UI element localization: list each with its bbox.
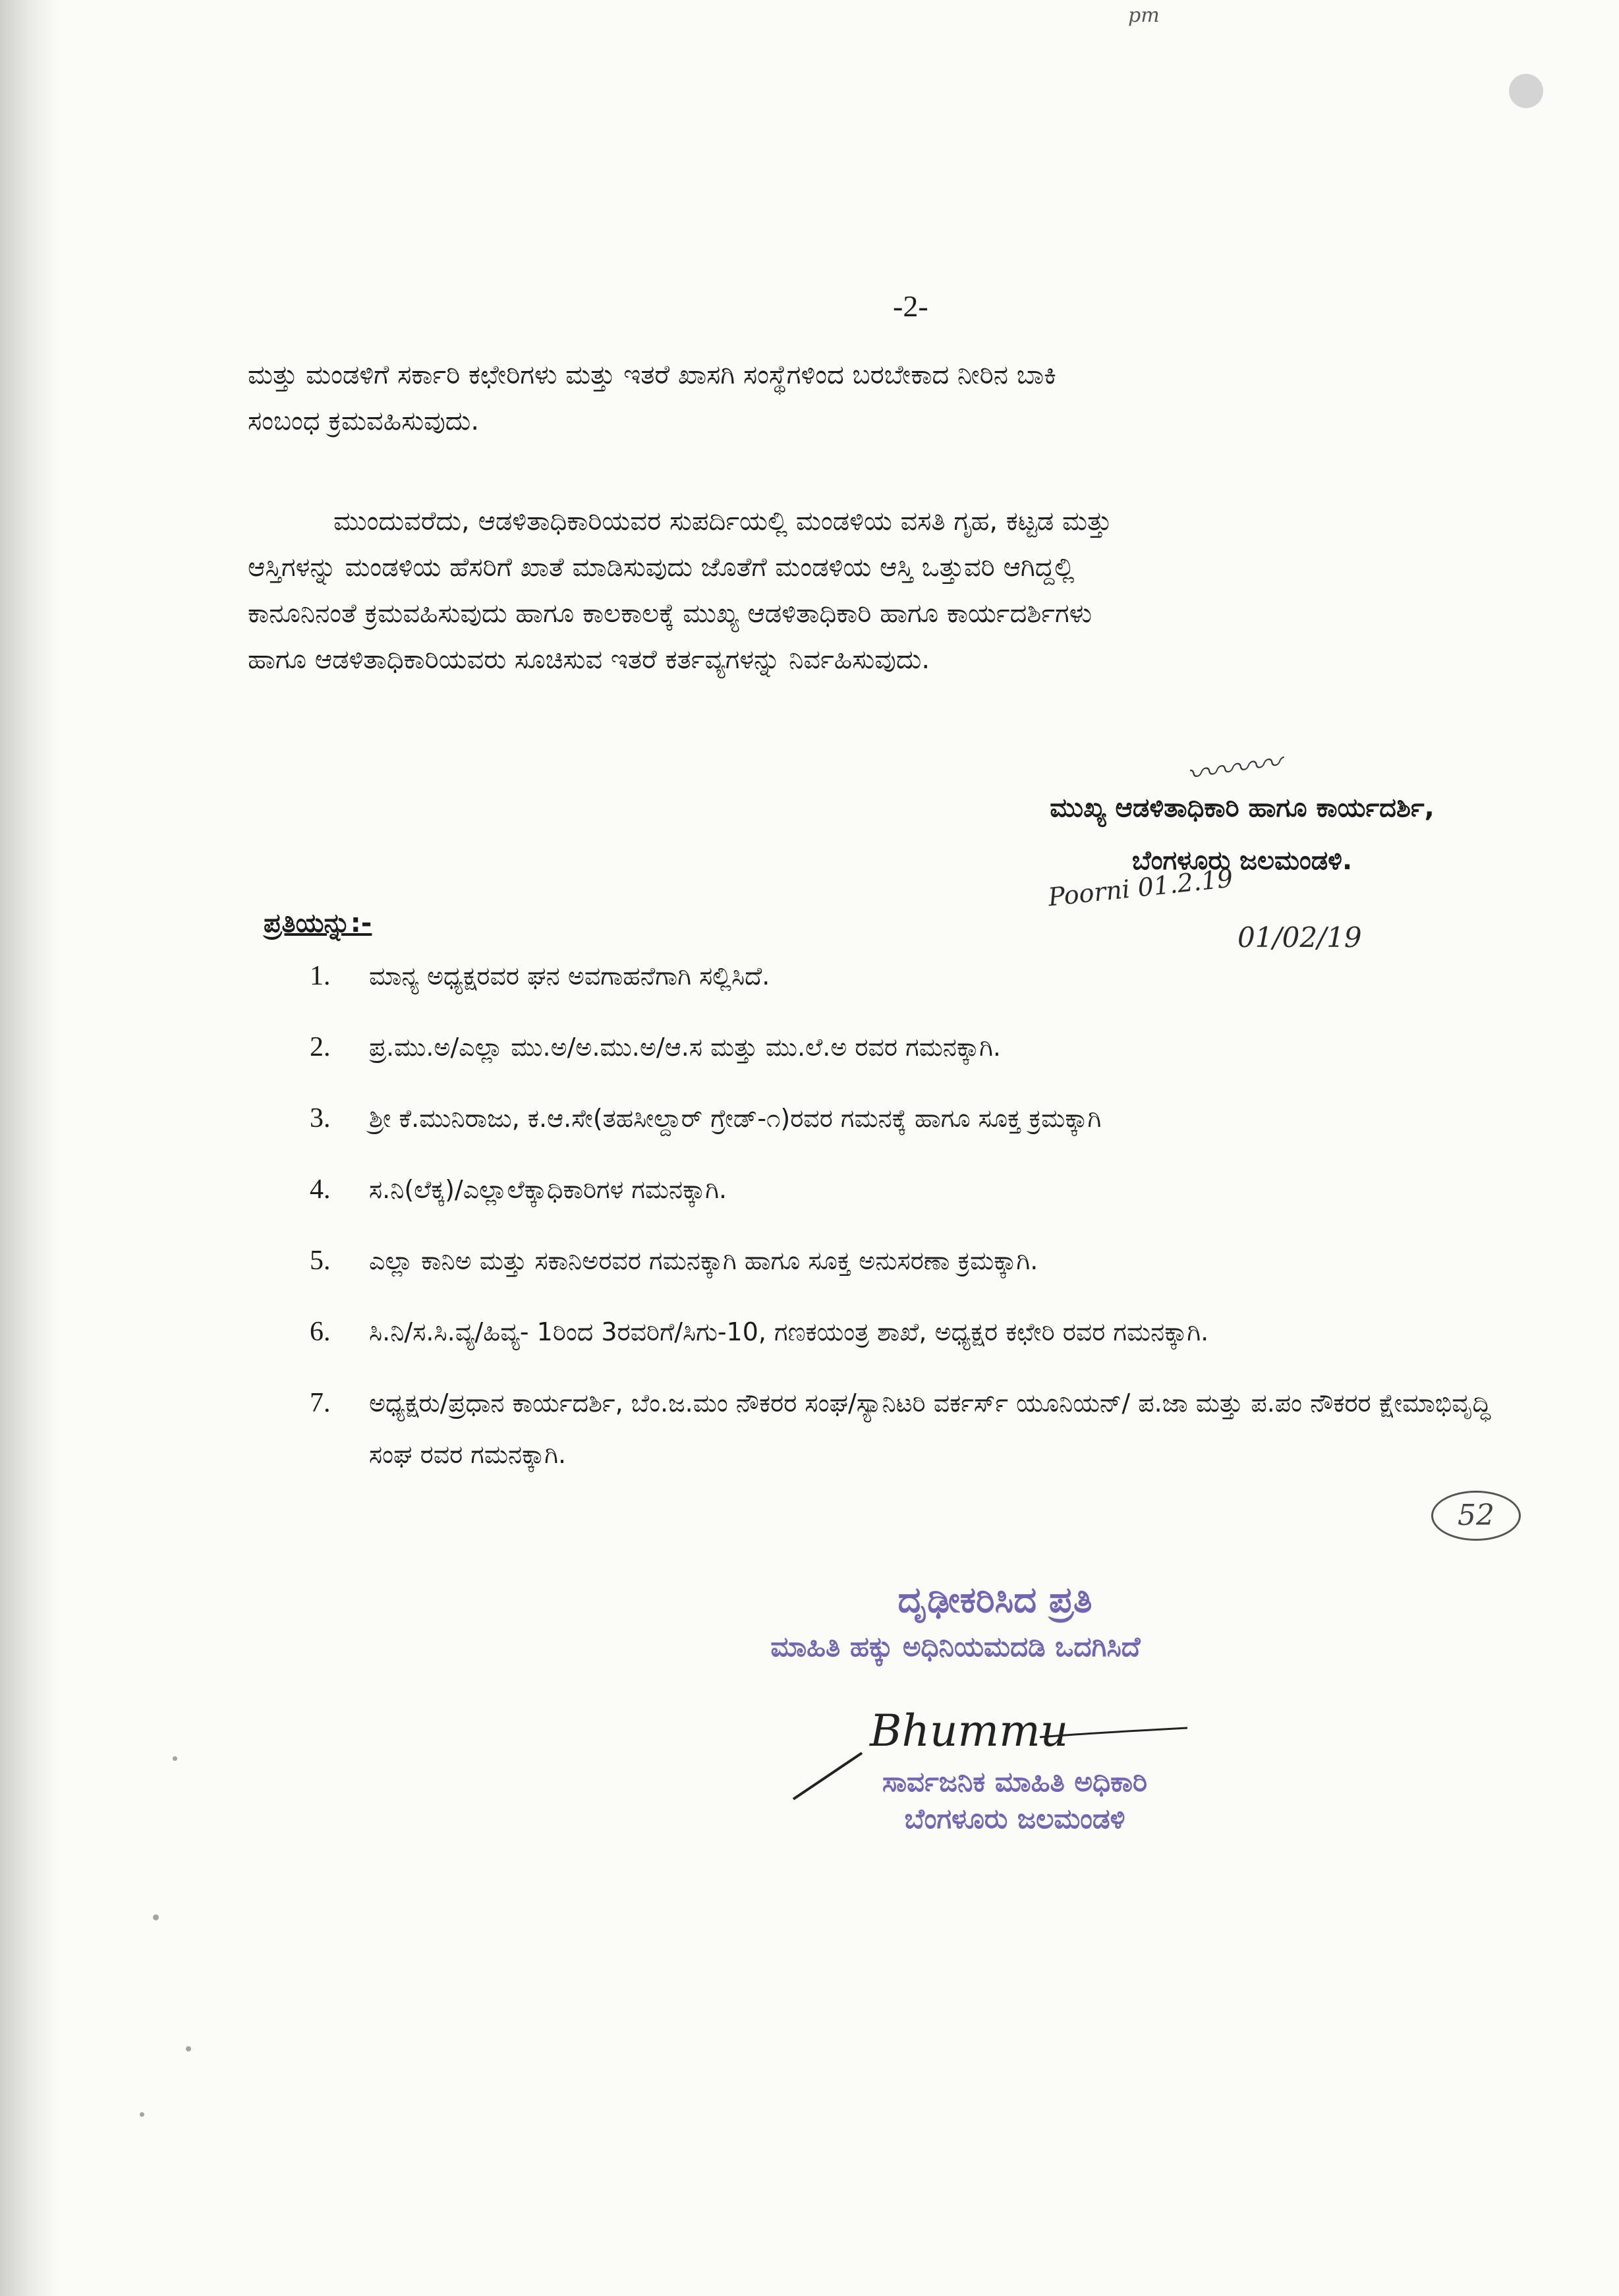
punch-hole	[1509, 74, 1543, 108]
page-number: -2-	[893, 289, 928, 323]
paragraph-line: ಮತ್ತು ಮಂಡಳಿಗೆ ಸರ್ಕಾರಿ ಕಛೇರಿಗಳು ಮತ್ತು ಇತರೆ ಖಾಸಗಿ ಸಂಸ್ಥೆಗಳಿಂದ ಬರಬೇಕಾದ ನೀರಿನ ಬಾಕಿ	[248, 360, 1056, 390]
paragraph-line: ಕಾನೂನಿನಂತೆ ಕ್ರಮವಹಿಸುವುದು ಹಾಗೂ ಕಾಲಕಾಲಕ್ಕೆ ಮುಖ್ಯ ಆಡಳಿತಾಧಿಕಾರಿ ಹಾಗೂ ಕಾರ್ಯದರ್ಶಿಗಳು	[248, 598, 1093, 629]
paragraph-2	[248, 498, 1500, 683]
scan-speck	[173, 1756, 177, 1761]
handwritten-date: 01/02/19	[1237, 921, 1362, 954]
paragraph-1	[248, 352, 1500, 444]
list-item	[310, 1093, 1516, 1144]
list-item-number: 4.	[310, 1174, 331, 1205]
list-item	[310, 1377, 1516, 1480]
list-item-text: ಪ್ರ.ಮು.ಅ/ಎಲ್ಲಾ ಮು.ಅ/ಅ.ಮು.ಅ/ಆ.ಸ ಮತ್ತು ಮು.ಲೆ.ಅ ರವರ ಗಮನಕ್ಕಾಗಿ.	[369, 1033, 1001, 1062]
attested-copy-stamp	[731, 1579, 1232, 1663]
list-item-number: 1.	[310, 961, 331, 991]
attesting-signature: Bhummu	[870, 1706, 1069, 1756]
page-count-stamp: 52	[1431, 1491, 1521, 1541]
signature-block	[969, 782, 1516, 887]
scan-speck	[153, 1914, 159, 1920]
list-item-text: ಶ್ರೀ ಕೆ.ಮುನಿರಾಜು, ಕ.ಆ.ಸೇ(ತಹಸೀಲ್ದಾರ್ ಗ್ರೇಡ್-೧)ರವರ ಗಮನಕ್ಕೆ ಹಾಗೂ ಸೂಕ್ತ ಕ್ರಮಕ್ಕಾಗಿ	[369, 1104, 1102, 1133]
scan-edge-shadow	[0, 0, 59, 2296]
officer-signature: 〰〰〰	[1184, 744, 1284, 794]
list-item-number: 7.	[310, 1388, 331, 1418]
signatory-office: ಬೆಂಗಳೂರು ಜಲಮಂಡಳಿ.	[1131, 846, 1353, 876]
list-item	[310, 950, 1516, 1002]
list-item-number: 5.	[310, 1246, 331, 1276]
list-item	[310, 1021, 1516, 1073]
list-item	[310, 1306, 1516, 1358]
list-item-text: ಸ.ನಿ(ಲೆಕ್ಕ)/ಎಲ್ಲಾಲೆಕ್ಕಾಧಿಕಾರಿಗಳ ಗಮನಕ್ಕಾಗಿ.	[369, 1175, 727, 1204]
paragraph-line: ಸಂಬಂಧ ಕ್ರಮವಹಿಸುವುದು.	[248, 406, 480, 436]
attest-subtitle: ಮಾಹಿತಿ ಹಕ್ಕು ಅಧಿನಿಯಮದಡಿ ಒದಗಿಸಿದೆ	[770, 1630, 1141, 1663]
list-item	[310, 1235, 1516, 1286]
list-item-text: ಮಾನ್ಯ ಅಧ್ಯಕ್ಷರವರ ಘನ ಅವಗಾಹನೆಗಾಗಿ ಸಲ್ಲಿಸಿದೆ.	[369, 961, 770, 990]
scan-speck	[140, 2112, 144, 2117]
paragraph-line: ಹಾಗೂ ಆಡಳಿತಾಧಿಕಾರಿಯವರು ಸೂಚಿಸುವ ಇತರೆ ಕರ್ತವ್ಯಗಳನ್ನು ನಿರ್ವಹಿಸುವುದು.	[248, 645, 930, 675]
list-item-text: ಎಲ್ಲಾ ಕಾನಿಅ ಮತ್ತು ಸಕಾನಿಅರವರ ಗಮನಕ್ಕಾಗಿ ಹಾಗೂ ಸೂಕ್ತ ಅನುಸರಣಾ ಕ್ರಮಕ್ಕಾಗಿ.	[369, 1246, 1038, 1275]
scan-speck	[186, 2046, 191, 2052]
signatory-designation: ಮುಖ್ಯ ಆಡಳಿತಾಧಿಕಾರಿ ಹಾಗೂ ಕಾರ್ಯದರ್ಶಿ,	[1050, 793, 1434, 823]
paragraph-line: ಆಸ್ತಿಗಳನ್ನು ಮಂಡಳಿಯ ಹೆಸರಿಗೆ ಖಾತೆ ಮಾಡಿಸುವುದು ಜೊತೆಗೆ ಮಂಡಳಿಯ ಆಸ್ತಿ ಒತ್ತುವರಿ ಆಗಿದ್ದಲ್ಲಿ	[248, 552, 1075, 583]
attest-office-line: ಸಾರ್ವಜನಿಕ ಮಾಹಿತಿ ಅಧಿಕಾರಿ	[882, 1765, 1148, 1798]
list-item-number: 6.	[310, 1317, 331, 1347]
list-item-text: ಸಿ.ನಿ/ಸ.ಸಿ.ವ್ಯ/ಹಿವ್ಯ- 1ರಿಂದ 3ರವರಿಗೆ/ಸಿಗು-10, ಗಣಕಯಂತ್ರ ಶಾಖೆ, ಅಧ್ಯಕ್ಷರ ಕಛೇರಿ ರವರ ಗಮನಕ್ಕಾಗಿ.	[369, 1317, 1209, 1346]
copies-heading: ಪ್ರತಿಯನ್ನು:-	[264, 908, 372, 938]
list-item-number: 3.	[310, 1103, 331, 1134]
list-item	[310, 1164, 1516, 1215]
corner-handwritten-mark: pm	[1128, 4, 1160, 27]
handwritten-initials: Poorni 01.2.19	[1046, 863, 1235, 912]
list-item-text: ಅಧ್ಯಕ್ಷರು/ಪ್ರಧಾನ ಕಾರ್ಯದರ್ಶಿ, ಬೆಂ.ಜ.ಮಂ ನೌಕರರ ಸಂಘ/ಸ್ಯಾನಿಟರಿ ವರ್ಕರ್ಸ್ ಯೂನಿಯನ್/ ಪ.ಜಾ ಮತ್ತು ಪ.ಪಂ ನೌಕರರ ಕ್ಷೇಮಾಭಿವೃದ್ಧಿ ಸಂಘ ರವರ ಗಮನಕ್ಕಾಗಿ.	[369, 1389, 1491, 1469]
attesting-office-stamp	[810, 1764, 1219, 1837]
paragraph-line: ಮುಂದುವರೆದು, ಆಡಳಿತಾಧಿಕಾರಿಯವರ ಸುಪರ್ದಿಯಲ್ಲಿ ಮಂಡಳಿಯ ವಸತಿ ಗೃಹ, ಕಟ್ಟಡ ಮತ್ತು	[333, 506, 1112, 536]
attest-office-line: ಬೆಂಗಳೂರು ಜಲಮಂಡಳಿ	[904, 1802, 1125, 1835]
list-item-number: 2.	[310, 1032, 331, 1062]
copies-list	[310, 950, 1516, 1500]
attest-title: ದೃಢೀಕರಿಸಿದ ಪ್ರತಿ	[897, 1579, 1093, 1621]
